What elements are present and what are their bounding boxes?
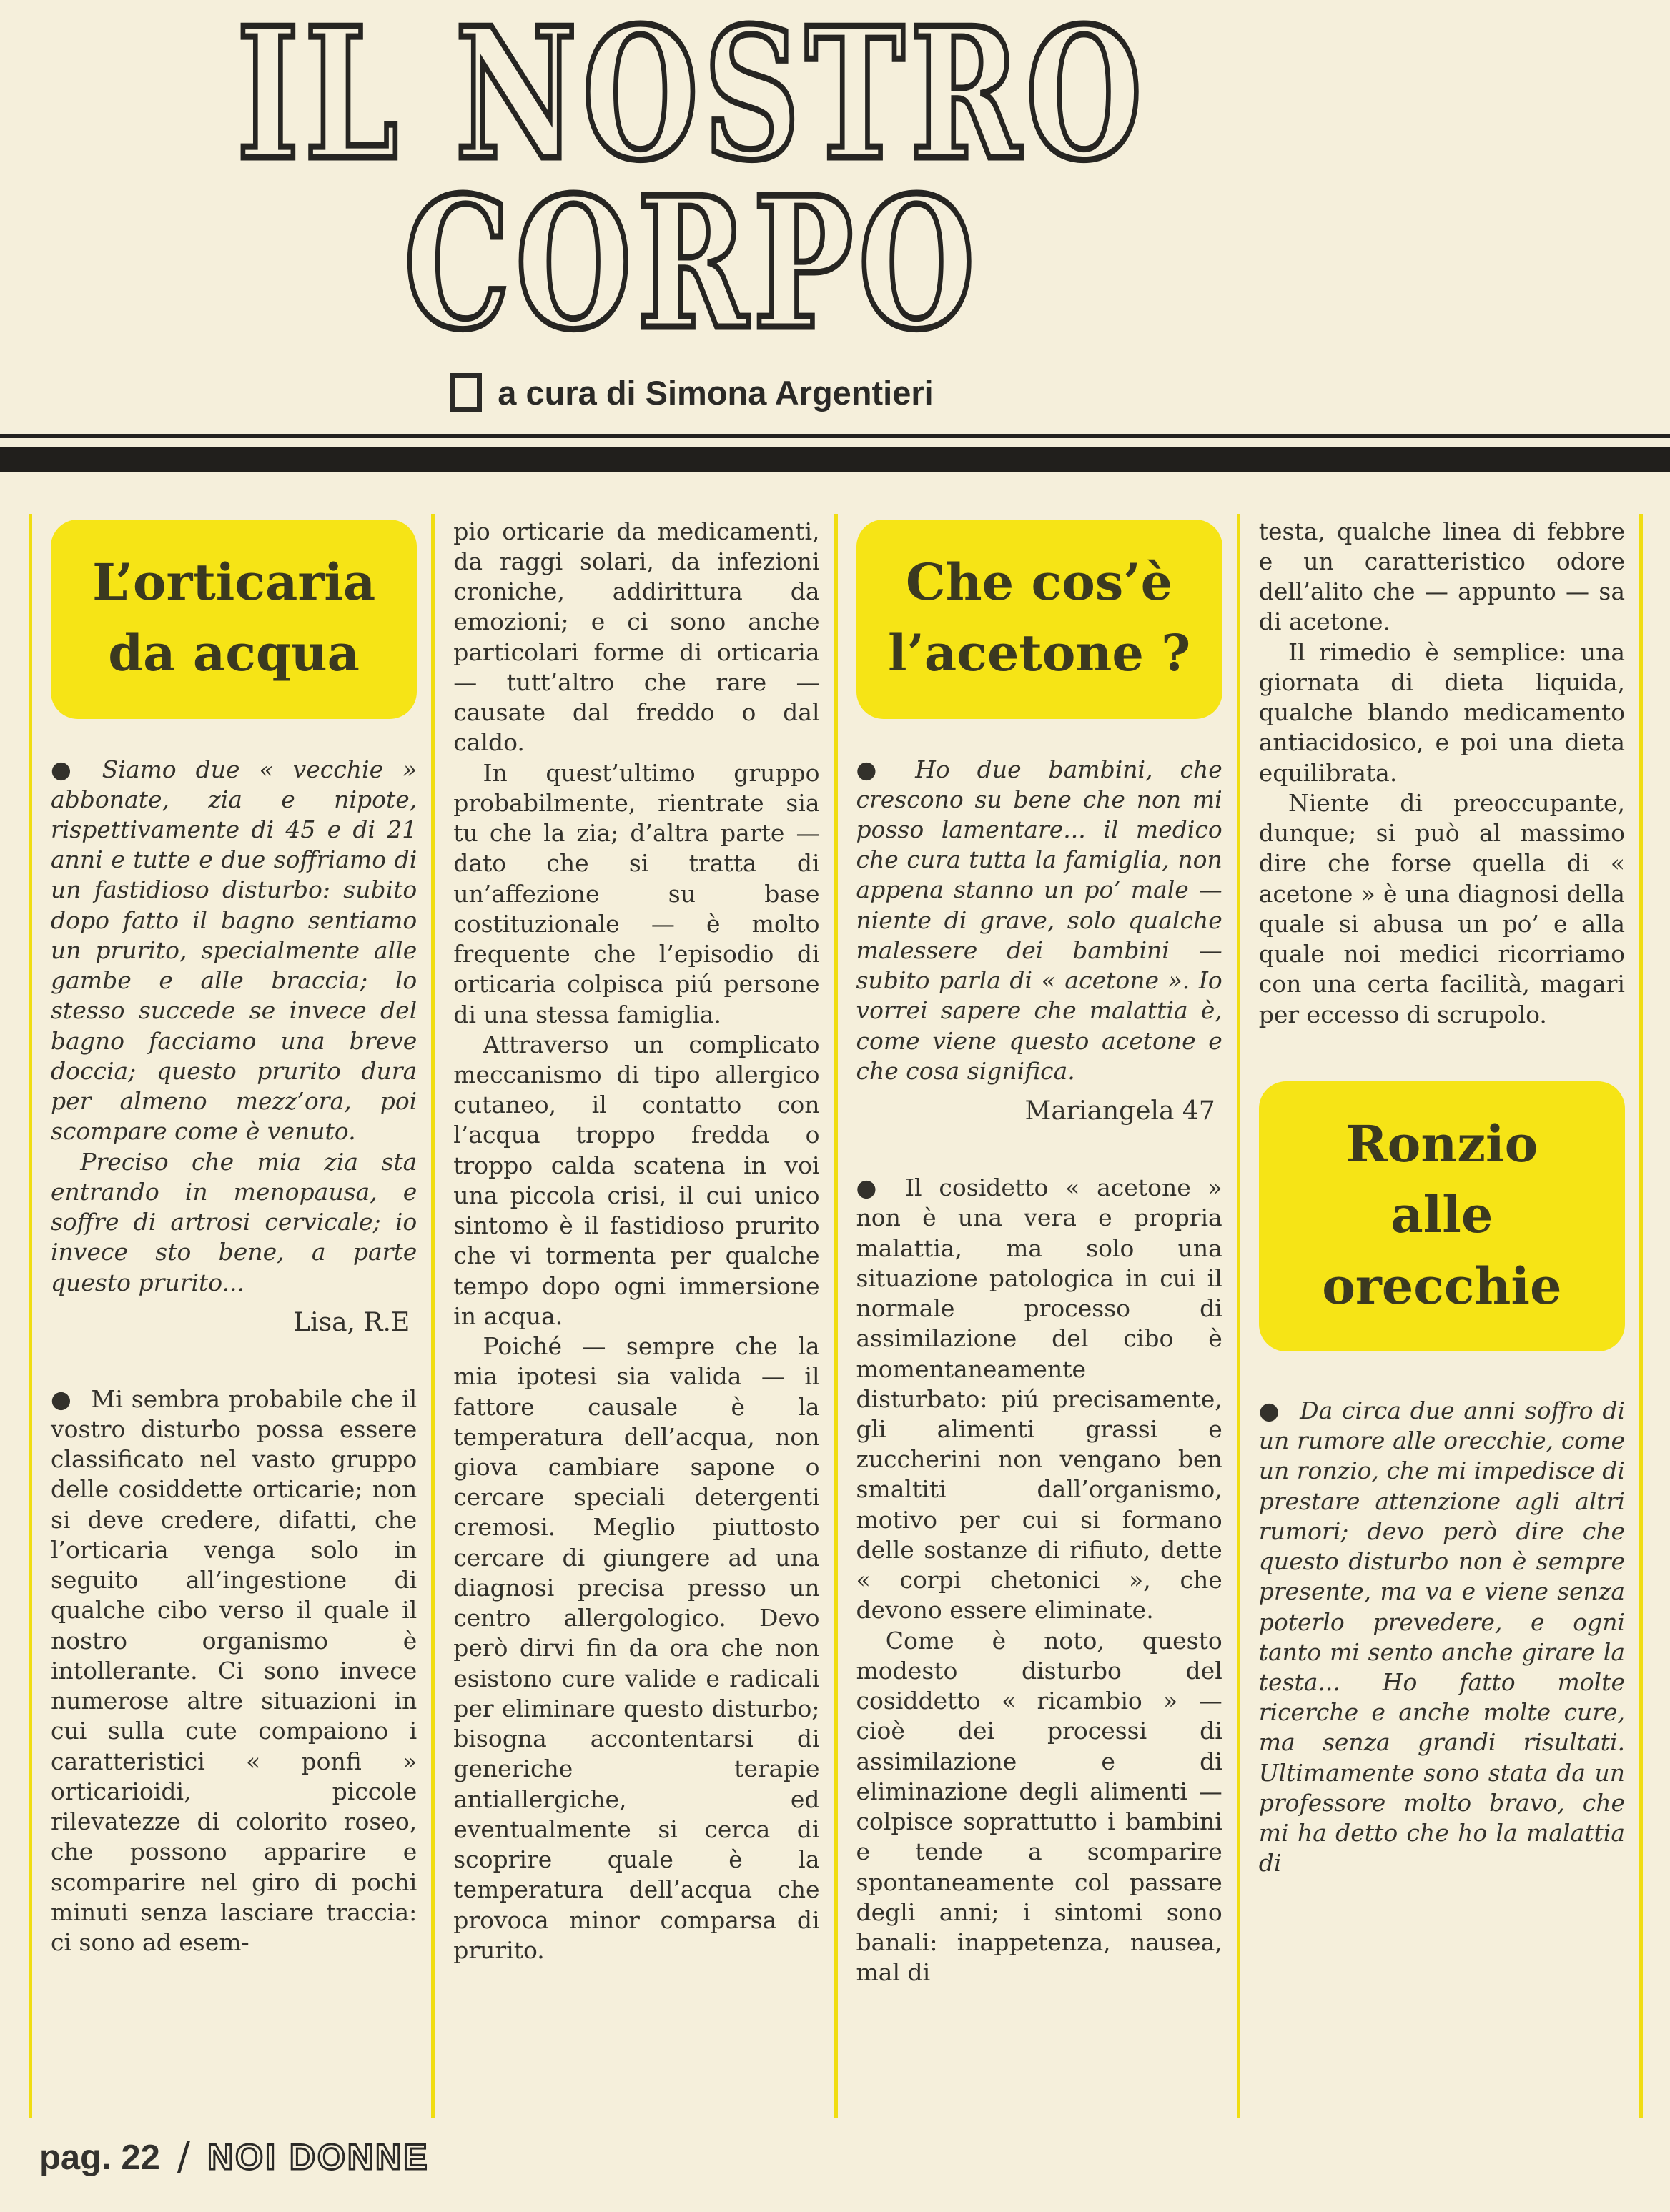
column-2 <box>431 514 834 2118</box>
page-title-line2: CORPO <box>404 157 980 370</box>
letter-signature: Mariangela 47 <box>1024 1096 1215 1126</box>
column-1 <box>29 514 431 2118</box>
heading-line: l’acetone ? <box>887 623 1191 683</box>
reply-paragraph: Come è noto, questo modesto disturbo del cosiddetto « ricambio » — cioè dei processi di assimilazione e di eliminazione degli alimenti — colpisce soprattutto i bambini e tende a scomparire spontaneamente col passare degli anni; i sintomi sono banali: inappetenza, nausea, mal di <box>856 1626 1222 1987</box>
letter-bullet-icon: ● <box>51 755 84 783</box>
letter-text: Ho due bambini, che crescono su bene che non mi posso lamentare... il medico che cura tutta la famiglia, non appena stanno un po’ male — niente di grave, solo qualche malessere dei bambini — subito parla di « acetone ». Io vorrei sapere che malattia è, come viene questo acetone e che cosa significa. <box>856 755 1222 1085</box>
reply-text: Mi sembra probabile che il vostro disturbo possa essere classificato nel vasto gruppo delle cosiddette orticarie; non si deve credere, difatti, che l’orticaria venga solo in seguito all’ingestione di qualche cibo verso il quale il nostro organismo è intollerante. Ci sono invece numerose altre situazioni in cui sulla cute compaiono i caratteristici « ponfi » orticarioidi, piccole rilevatezze di colorito roseo, che possono apparire e scomparire nel giro di pochi minuti senza lasciare traccia: ci sono ad esem- <box>51 1384 418 1956</box>
letter-paragraph: Preciso che mia zia sta entrando in menopausa, e soffre di artrosi cervicale; io invece sto bene, a parte questo prurito... <box>51 1147 418 1296</box>
columns-area <box>29 514 1643 2118</box>
letter-paragraph <box>51 755 417 1147</box>
heading-line: alle <box>1390 1185 1493 1245</box>
masthead <box>0 0 1670 412</box>
reply-paragraph <box>856 1173 1222 1626</box>
page-title-line1: IL NOSTRO <box>237 0 1147 200</box>
heading-line: orecchie <box>1322 1256 1562 1316</box>
column-3 <box>834 514 1237 2118</box>
page-number: pag. 22 <box>39 2138 160 2177</box>
footer-separator: / <box>177 2133 191 2178</box>
divider-thin <box>0 434 1670 438</box>
page-footer <box>39 2133 429 2178</box>
article-heading-orticaria <box>51 520 417 719</box>
masthead-inner <box>0 0 1527 412</box>
reply-paragraph <box>51 1384 417 1958</box>
heading-line: L’orticaria <box>92 552 376 612</box>
square-bullet-icon <box>450 373 482 412</box>
reply-paragraph: Attraverso un complicato meccanismo di tipo allergico cutaneo, il contatto con l’acqua troppo fredda o troppo calda scatena in voi una piccola crisi, il cui unico sintomo è il fastidioso prurito che vi tormenta per qualche tempo dopo ogni immersione in acqua. <box>453 1030 820 1330</box>
heading-line: da acqua <box>108 623 360 683</box>
reply-bullet-icon: ● <box>51 1384 73 1413</box>
letter-text: Da circa due anni soffro di un rumore alle orecchie, come un ronzio, che mi impedisce di prestare attenzione agli altri rumori; devo però dire che questo disturbo non è sempre presente, ma va e viene senza poterlo prevedere, e ogni tanto mi sento anche girare la testa... Ho fatto molte ricerche e anche molte cure, ma senza grandi risultati. Ultimamente sono stata da un professore molto bravo, che mi ha detto che ho la malattia di <box>1258 1396 1625 1878</box>
column-4 <box>1237 514 1639 2118</box>
reply-bullet-icon: ● <box>856 1174 886 1202</box>
reply-paragraph: Poiché — sempre che la mia ipotesi sia valida — il fattore causale è la temperatura dell’acqua, non giova cambiare sapone o cercare speciali detergenti cremosi. Meglio piuttosto cercare di giungere ad una diagnosi precisa presso un centro allergologico. Devo però dirvi fin da ora che non esistono cure valide e radicali per eliminare questo disturbo; bisogna accontentarsi di generiche terapie antiallergiche, ed eventualmente si cerca di scoprire quale è la temperatura dell’acqua che provoca minor comparsa di prurito. <box>453 1332 820 1964</box>
reply-paragraph: Il rimedio è semplice: una giornata di dieta liquida, qualche blando medicamento antiacidosico, e poi una dieta equilibrata. <box>1258 638 1625 787</box>
letter-text: Siamo due « vecchie » abbonate, zia e nipote, rispettivamente di 45 e di 21 anni e tutte e due soffriamo di un fastidioso disturbo: subito dopo fatto il bagno sentiamo un prurito, specialmente alle gambe e alle braccia; lo stesso succede se invece del bagno facciamo una breve doccia; questo prurito dura per almeno mezz’ora, poi scompare come è venuto. <box>51 755 418 1146</box>
article-heading-ronzio <box>1259 1081 1625 1351</box>
article-heading-acetone <box>856 520 1222 719</box>
reply-paragraph: testa, qualche linea di febbre e un caratteristico odore dell’alito che — appunto — sa di acetone. <box>1258 517 1625 636</box>
divider-thick <box>0 447 1670 472</box>
letter-bullet-icon: ● <box>856 755 896 783</box>
byline-text: a cura di Simona Argentieri <box>498 373 934 412</box>
letter-bullet-icon: ● <box>1258 1396 1281 1424</box>
magazine-name: NOI DONNE <box>207 2137 430 2177</box>
byline <box>0 373 1527 412</box>
letter-paragraph <box>1259 1396 1625 1879</box>
heading-line: Ronzio <box>1345 1114 1538 1174</box>
letter-signature: Lisa, R.E <box>293 1307 410 1337</box>
reply-paragraph: pio orticarie da medicamenti, da raggi solari, da infezioni croniche, addirittura da emozioni; e ci sono anche particolari forme di orticaria — tutt’altro che rare — causate dal freddo o dal caldo. <box>453 517 820 757</box>
reply-paragraph: Niente di preoccupante, dunque; si può al massimo dire che forse quella di « acetone » è una diagnosi della quale si abusa un po’ e alla quale noi medici ricorriamo con una certa facilità, magari per eccesso di scrupolo. <box>1258 788 1625 1028</box>
reply-text: Il cosidetto « acetone » non è una vera e propria malattia, ma solo una situazione patologica in cui il normale processo di assimilazione del cibo è momentaneamente disturbato: piú precisamente, gli alimenti grassi e zuccherini non vengano ben smaltiti dall’organismo, motivo per cui si formano delle sostanze di rifiuto, dette « corpi chetonici », che devono essere eliminate. <box>856 1174 1222 1625</box>
letter-paragraph <box>856 755 1222 1087</box>
heading-line: Che cos’è <box>906 552 1173 612</box>
reply-paragraph: In quest’ultimo gruppo probabilmente, rientrate sia tu che la zia; d’altra parte — dato che si tratta di un’affezione su base costituzionale — è molto frequente che l’episodio di orticaria colpisca piú persone di una stessa famiglia. <box>453 758 820 1028</box>
